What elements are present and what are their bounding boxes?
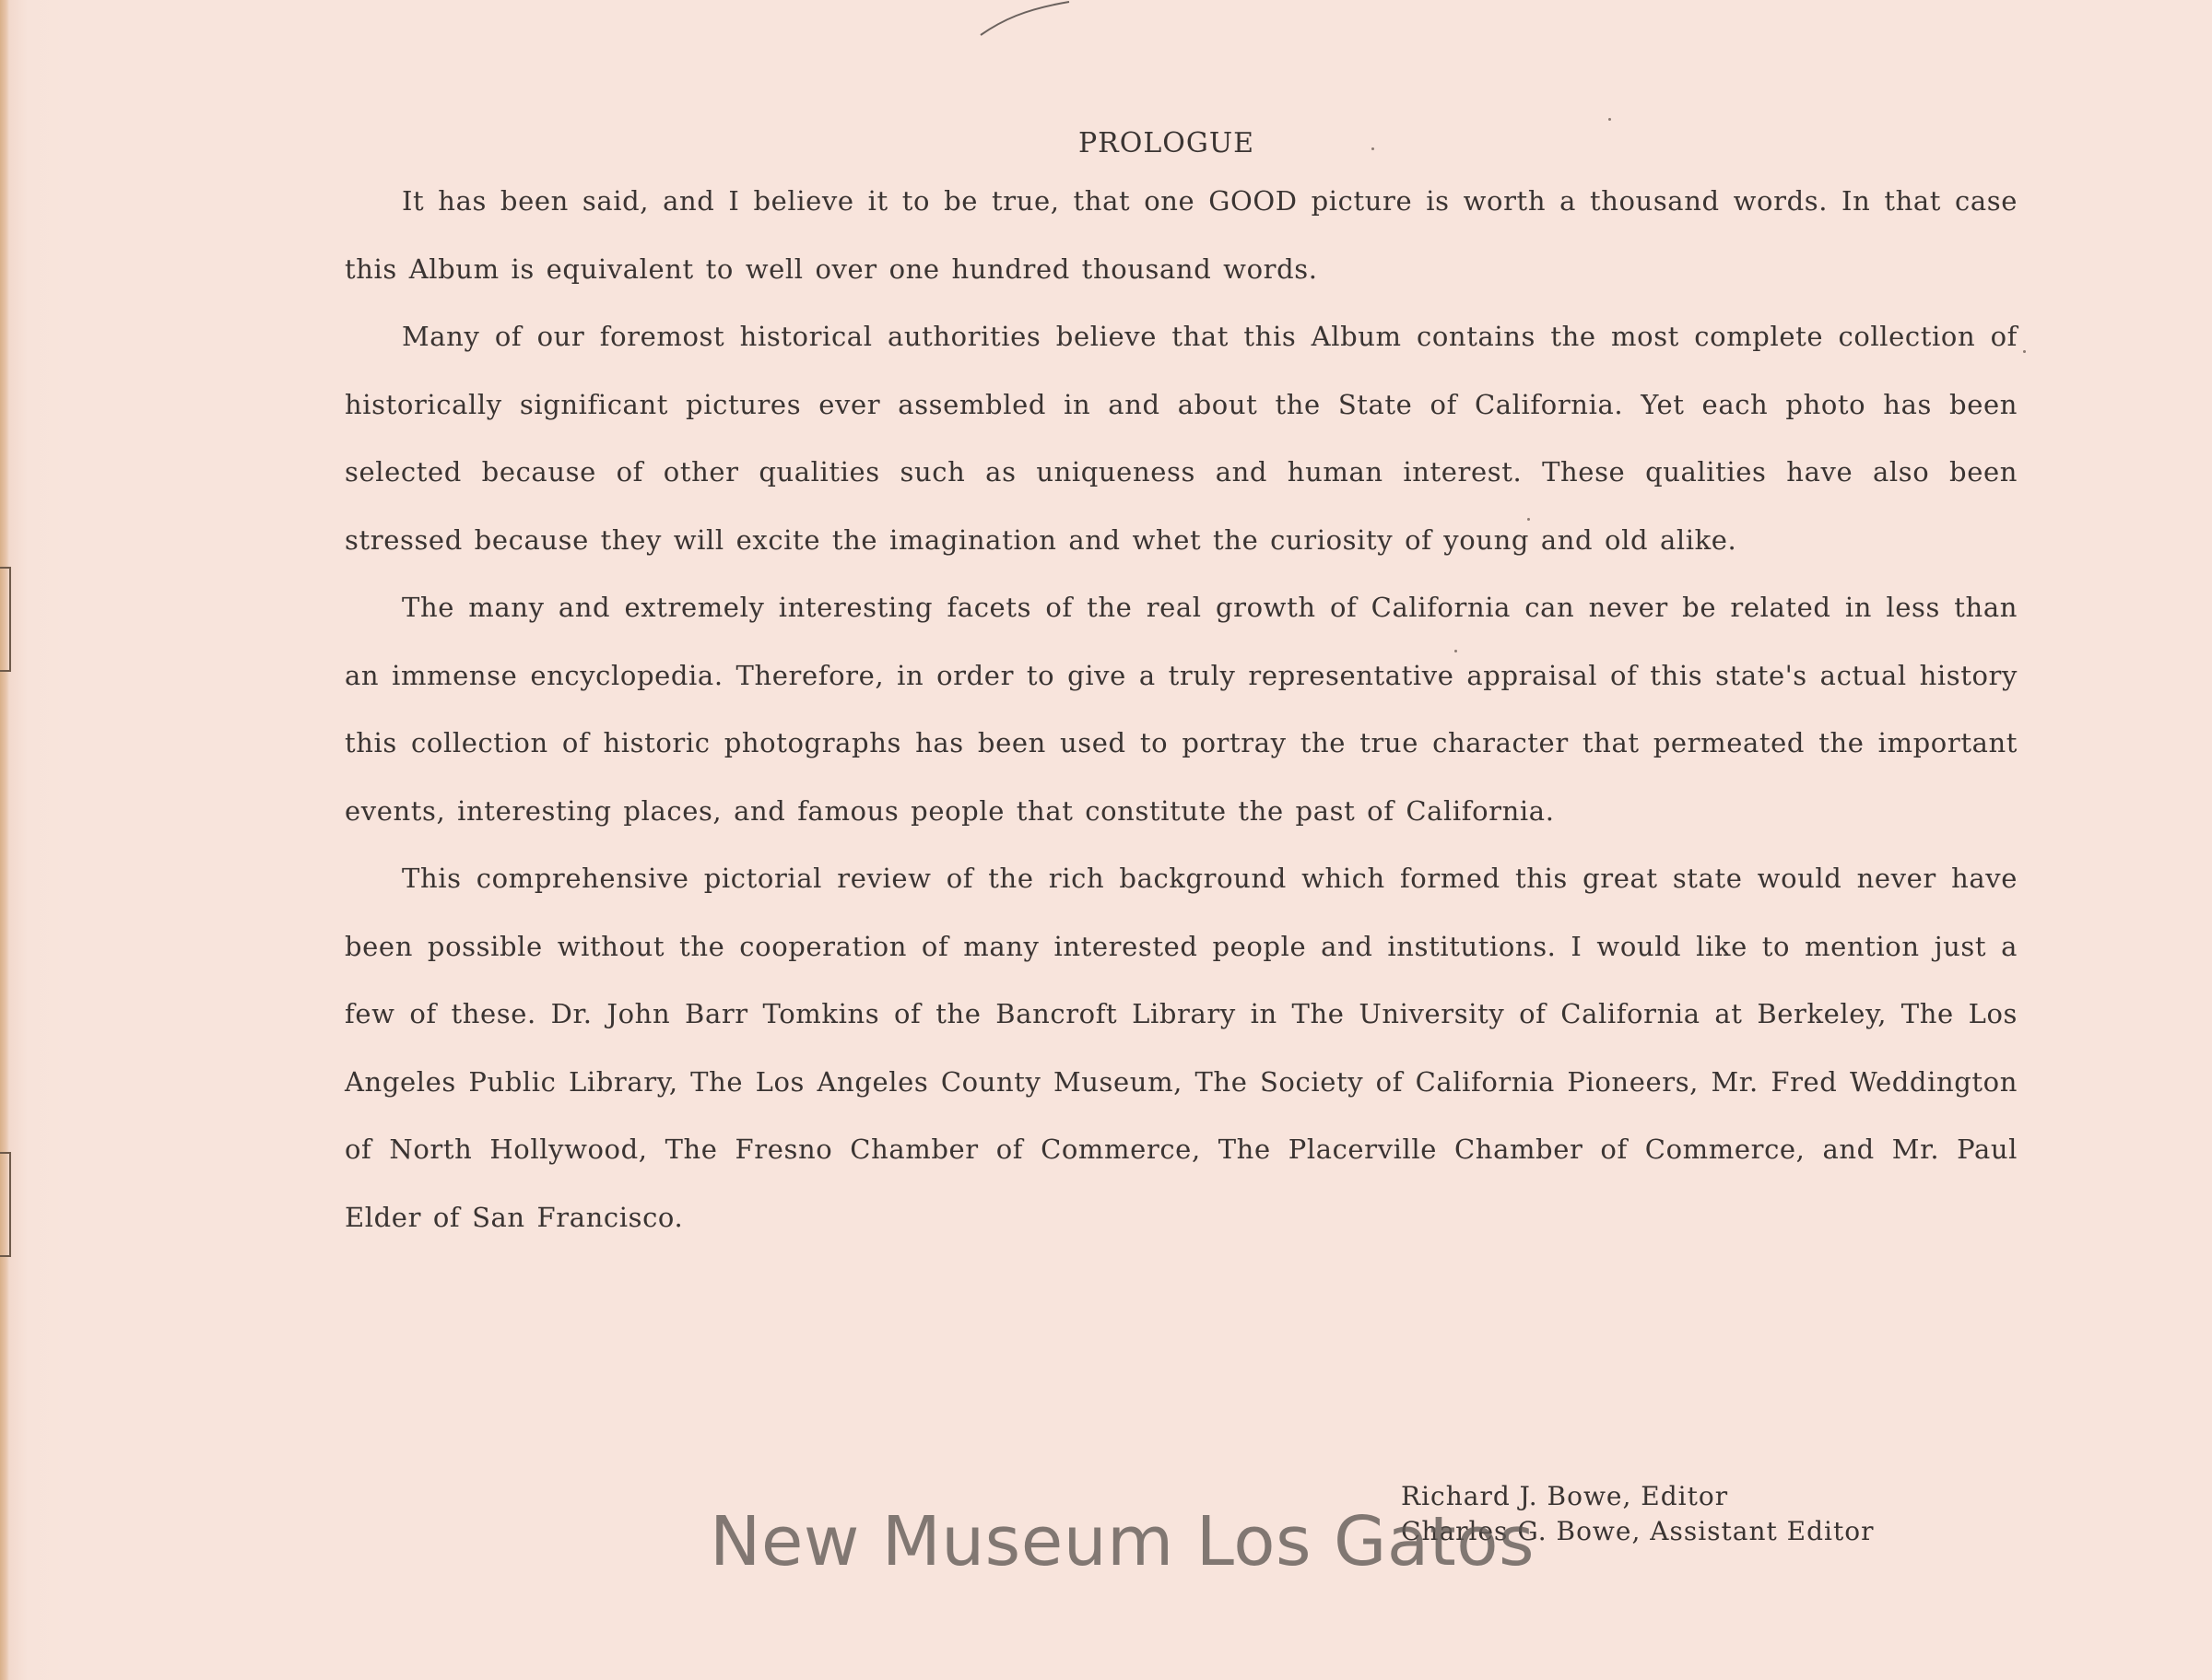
page-title: PROLOGUE [1077, 127, 1255, 159]
binding-tab [0, 1152, 11, 1257]
paragraph: It has been said, and I believe it to be true, that one GOOD picture is worth a thousand words. In that case this Album is equivalent to well over one hundred thousand words. [345, 185, 2018, 285]
paragraph: Many of our foremost historical authorities believe that this Album contains the most complete collection of historically significant pictures ever assembled in and about the State of California. Yet each photo has been selected because of other qualities such as uniqueness and human interest. These qualities have also been stressed because they will excite the imagination and whet the curiosity of young and old alike. [345, 321, 2018, 556]
paragraph: The many and extremely interesting facets of the real growth of California can never be related in less than an immense encyclopedia. Therefore, in order to give a truly representative appraisal of this state's actual history this collection of historic photographs has been used to portray the true character that permeated the important events, interesting places, and famous people that constitute the past of California. [345, 592, 2018, 827]
binding-tab [0, 567, 11, 672]
editor-credit: Richard J. Bowe, Editor [1401, 1481, 1729, 1511]
binding-edge [0, 0, 9, 1680]
paragraph: This comprehensive pictorial review of the rich background which formed this great state would never have been possible without the cooperation of many interested people and institutions. I would like to mention just a few of these. Dr. John Barr Tomkins of the Bancroft Library in The University of California at Berkeley, The Los Angeles Public Library, The Los Angeles County Museum, The Society of California Pioneers, Mr. Fred Weddington of North Hollywood, The Fresno Chamber of Commerce, The Placerville Chamber of Commerce, and Mr. Paul Elder of San Francisco. [345, 863, 2018, 1233]
paper-speck [2023, 350, 2026, 353]
assistant-editor-credit: Charles G. Bowe, Assistant Editor [1401, 1516, 1875, 1546]
pen-mark [979, 0, 1071, 46]
watermark: New Museum Los Gatos [710, 1502, 1535, 1581]
prologue-text [345, 120, 2018, 1251]
